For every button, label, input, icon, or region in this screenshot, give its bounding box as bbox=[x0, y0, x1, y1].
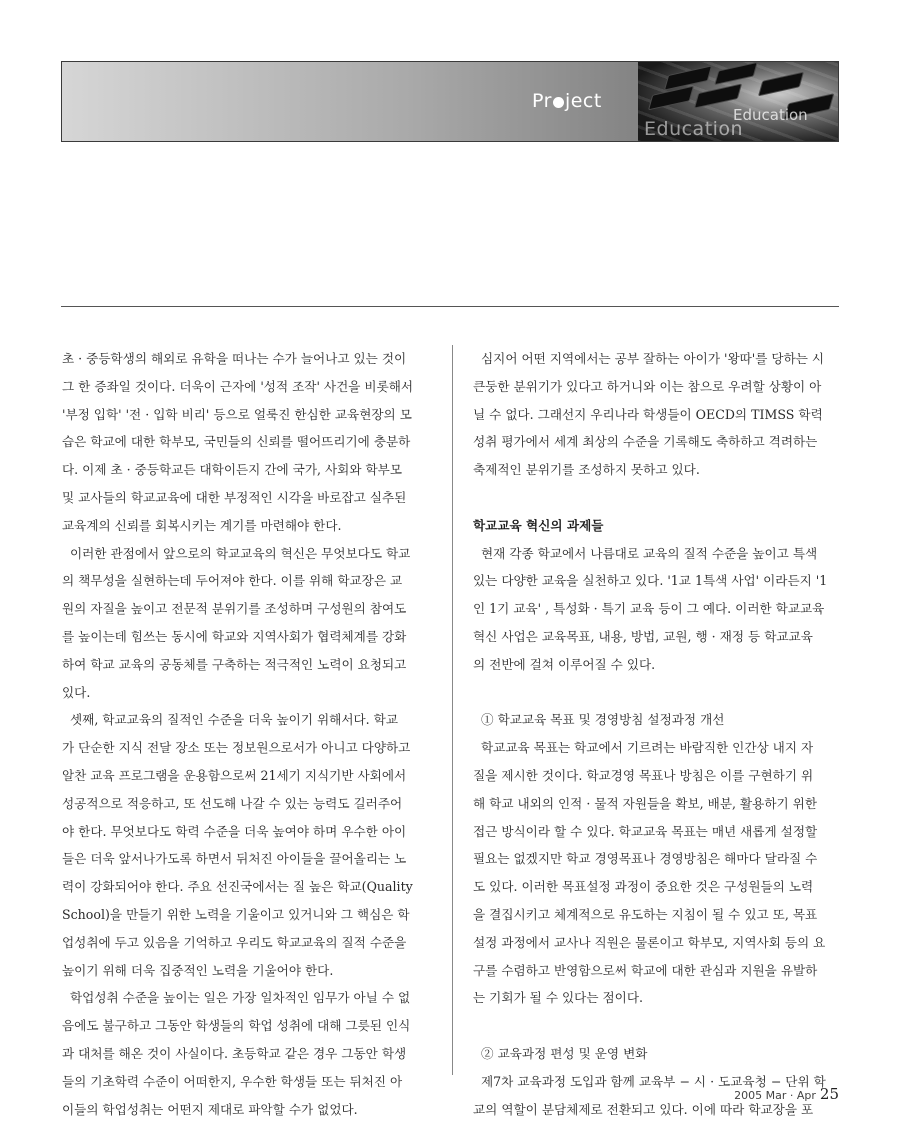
paragraph-line: 혁신 사업은 교육목표, 내용, 방법, 교원, 행 · 재정 등 학교교육 bbox=[473, 628, 813, 644]
paragraph-line: 현재 각종 학교에서 나름대로 교육의 질적 수준을 높이고 특색 bbox=[473, 545, 818, 561]
page-footer bbox=[734, 1085, 839, 1103]
title-dot-icon bbox=[553, 97, 564, 108]
paragraph-line: 접근 방식이라 할 수 있다. 학교교육 목표는 매년 새롭게 설정할 bbox=[473, 823, 818, 839]
paragraph-line: 들은 더욱 앞서나가도록 하면서 뒤처진 아이들을 끌어올리는 노 bbox=[62, 851, 407, 867]
paragraph-line: 업성취에 두고 있음을 기억하고 우리도 학교교육의 질적 수준을 bbox=[62, 934, 407, 950]
top-rule bbox=[61, 306, 839, 307]
paragraph-line: 큰둥한 분위기가 있다고 하거니와 이는 참으로 우려할 상황이 아 bbox=[473, 378, 822, 394]
header-banner bbox=[61, 61, 839, 142]
blank-line bbox=[473, 1012, 841, 1040]
paragraph-line: 그 한 증좌일 것이다. 더욱이 근자에 '성적 조작' 사건을 비롯해서 bbox=[62, 378, 414, 394]
paragraph-line: 닐 수 없다. 그래선지 우리나라 학생들이 OECD의 TIMSS 학력 bbox=[473, 406, 823, 422]
column-divider bbox=[452, 345, 453, 1075]
paragraph-line: 필요는 없겠지만 학교 경영목표나 경영방침은 해마다 달라질 수 bbox=[473, 851, 818, 867]
paragraph-line: 높이기 위해 더욱 집중적인 노력을 기울어야 한다. bbox=[62, 962, 334, 978]
paragraph-line: 축제적인 분위기를 조성하지 못하고 있다. bbox=[473, 462, 700, 478]
paragraph-line: 교육계의 신뢰를 회복시키는 계기를 마련해야 한다. bbox=[62, 517, 342, 533]
paragraph-line: 해 학교 내외의 인적 · 물적 자원들을 확보, 배분, 활용하기 위한 bbox=[473, 795, 818, 811]
blank-line bbox=[473, 679, 841, 707]
paragraph-line: ② 교육과정 편성 및 운영 변화 bbox=[473, 1045, 648, 1061]
section-heading: 학교교육 혁신의 과제들 bbox=[473, 517, 604, 533]
blank-line bbox=[473, 484, 841, 512]
paragraph-line: 하여 학교 교육의 공동체를 구축하는 적극적인 노력이 요청되고 bbox=[62, 656, 407, 672]
paragraph-line: 도 있다. 이러한 목표설정 과정이 중요한 것은 구성원들의 노력 bbox=[473, 879, 814, 895]
paragraph-line: 있다. bbox=[62, 684, 91, 700]
left-column bbox=[62, 345, 432, 1123]
paragraph-line: 인 1기 교육' , 특성화 · 특기 교육 등이 그 예다. 이러한 학교교육 bbox=[473, 601, 825, 617]
keyboard-key-icon bbox=[714, 62, 758, 85]
paragraph-line: 설정 과정에서 교사나 직원은 물론이고 학부모, 지역사회 등의 요 bbox=[473, 934, 826, 950]
paragraph-line: 있는 다양한 교육을 실천하고 있다. '1교 1특색 사업' 이라든지 '1 bbox=[473, 573, 828, 589]
paragraph-line: 을 결집시키고 체계적으로 유도하는 지침이 될 수 있고 또, 목표 bbox=[473, 906, 818, 922]
section-title-suffix: ject bbox=[564, 90, 602, 112]
paragraph-line: 학교교육 목표는 학교에서 기르려는 바람직한 인간상 내지 자 bbox=[473, 740, 814, 756]
paragraph-line: 가 단순한 지식 전달 장소 또는 정보원으로서가 아니고 다양하고 bbox=[62, 740, 411, 756]
right-column bbox=[473, 345, 841, 1123]
photo-caption-education-large: Education bbox=[644, 118, 744, 140]
paragraph-line: 및 교사들의 학교교육에 대한 부정적인 시각을 바로잡고 실추된 bbox=[62, 489, 407, 505]
paragraph-line: 다. 이제 초 · 중등학교든 대학이든지 간에 국가, 사회와 학부모 bbox=[62, 462, 403, 478]
paragraph-line: 심지어 어떤 지역에서는 공부 잘하는 아이가 '왕따'를 당하는 시 bbox=[473, 351, 825, 366]
paragraph-line: 교의 역할이 분담체제로 전환되고 있다. 이에 따라 학교장을 포 bbox=[473, 1101, 814, 1117]
page-number: 25 bbox=[819, 1085, 839, 1103]
paragraph-line: 학업성취 수준을 높이는 일은 가장 일차적인 임무가 아닐 수 없 bbox=[62, 990, 411, 1006]
paragraph-line: 야 한다. 무엇보다도 학력 수준을 더욱 높여야 하며 우수한 아이 bbox=[62, 823, 407, 839]
section-title-prefix: Pr bbox=[532, 90, 552, 112]
paragraph-line: 이러한 관점에서 앞으로의 학교교육의 혁신은 무엇보다도 학교 bbox=[62, 545, 411, 561]
paragraph-line: 습은 학교에 대한 학부모, 국민들의 신뢰를 떨어뜨리기에 충분하 bbox=[62, 434, 411, 450]
paragraph-line: 과 대처를 해온 것이 사실이다. 초등학교 같은 경우 그동안 학생 bbox=[62, 1045, 407, 1061]
keyboard-key-icon bbox=[694, 83, 742, 108]
paragraph-line: 들의 기초학력 수준이 어떠한지, 우수한 학생들 또는 뒤처진 아 bbox=[62, 1073, 403, 1089]
issue-date: 2005 Mar · Apr bbox=[734, 1089, 816, 1102]
paragraph-line: '부정 입학' '전 · 입학 비리' 등으로 얼룩진 한심한 교육현장의 모 bbox=[62, 406, 412, 422]
paragraph-line: 력이 강화되어야 한다. 주요 선진국에서는 질 높은 학교(Quality bbox=[62, 879, 413, 895]
paragraph-line: 를 높이는데 힘쓰는 동시에 학교와 지역사회가 협력체계를 강화 bbox=[62, 628, 407, 644]
paragraph-line: 의 전반에 걸쳐 이루어질 수 있다. bbox=[473, 656, 656, 672]
paragraph-line: 알찬 교육 프로그램을 운용함으로써 21세기 지식기반 사회에서 bbox=[62, 767, 407, 783]
paragraph-line: 이들의 학업성취는 어떤지 제대로 파악할 수가 없었다. bbox=[62, 1101, 358, 1117]
paragraph-line: 성공적으로 적응하고, 또 선도해 나갈 수 있는 능력도 길러주어 bbox=[62, 795, 403, 811]
paragraph-line: 구를 수렴하고 반영함으로써 학교에 대한 관심과 지원을 유발하 bbox=[473, 962, 818, 978]
paragraph-line: ① 학교교육 목표 및 경영방침 설정과정 개선 bbox=[473, 712, 725, 728]
paragraph-line: 초 · 중등학생의 해외로 유학을 떠나는 수가 늘어나고 있는 것이 bbox=[62, 351, 407, 366]
paragraph-line: 성취 평가에서 세계 최상의 수준을 기록해도 축하하고 격려하는 bbox=[473, 434, 818, 450]
keyboard-key-icon bbox=[648, 86, 694, 111]
photo-caption-education: Education bbox=[733, 106, 808, 124]
paragraph-line: School)을 만들기 위한 노력을 기울이고 있거니와 그 핵심은 학 bbox=[62, 906, 410, 922]
paragraph-line: 음에도 불구하고 그동안 학생들의 학업 성취에 대해 그릇된 인식 bbox=[62, 1018, 411, 1034]
paragraph-line: 질을 제시한 것이다. 학교경영 목표나 방침은 이를 구현하기 위 bbox=[473, 767, 814, 783]
paragraph-line: 는 기회가 될 수 있다는 점이다. bbox=[473, 990, 644, 1006]
section-title bbox=[532, 90, 602, 112]
paragraph-line: 제7차 교육과정 도입과 함께 교육부 − 시 · 도교육청 − 단위 학 bbox=[473, 1073, 826, 1089]
keyboard-photo bbox=[638, 62, 839, 142]
keyboard-key-icon bbox=[758, 72, 804, 97]
paragraph-line: 원의 자질을 높이고 전문적 분위기를 조성하며 구성원의 참여도 bbox=[62, 601, 407, 617]
paragraph-line: 셋째, 학교교육의 질적인 수준을 더욱 높이기 위해서다. 학교 bbox=[62, 712, 399, 728]
paragraph-line: 의 책무성을 실현하는데 두어져야 한다. 이를 위해 학교장은 교 bbox=[62, 573, 403, 589]
